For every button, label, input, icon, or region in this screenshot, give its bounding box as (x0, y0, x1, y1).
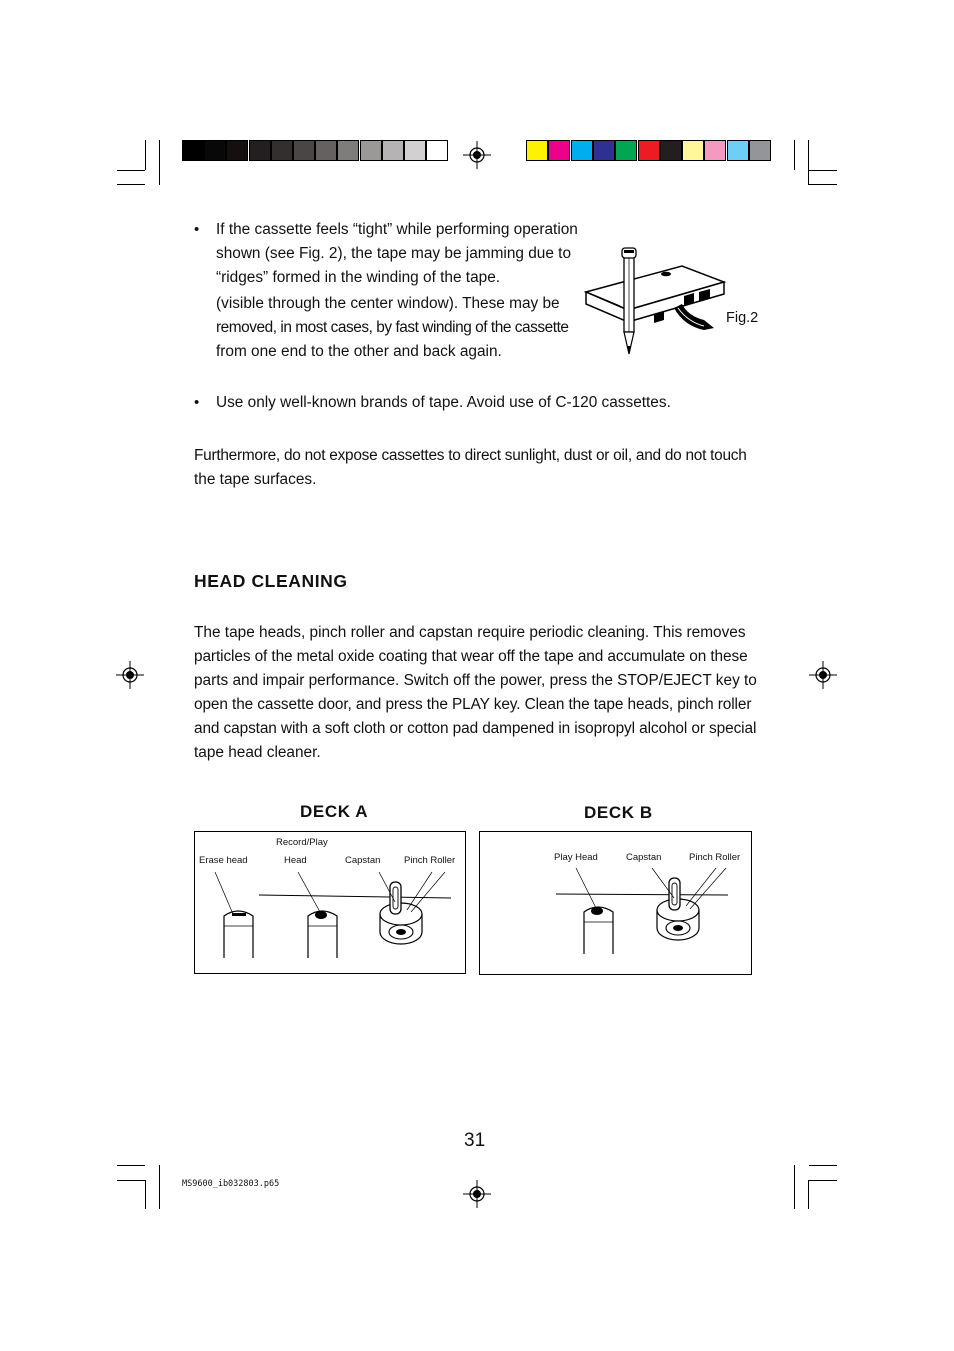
pinch-roller-label: Pinch Roller (404, 855, 456, 866)
figure-label: Fig.2 (726, 310, 759, 326)
color-swatch (749, 140, 771, 161)
text-line: particles of the metal oxide coating that wear off the tape and accumulate on these (194, 648, 748, 665)
color-swatch (593, 140, 615, 161)
color-swatch (249, 140, 271, 161)
text-line: from one end to the other and back again. (216, 343, 502, 360)
deck-a-title: DECK A (300, 802, 369, 821)
deck-a-mechanism-drawing (195, 832, 465, 973)
head-label: Head (284, 855, 307, 866)
color-swatch (337, 140, 359, 161)
file-name: MS9600_ib032803.p65 (182, 1179, 280, 1189)
bullet-icon: • (194, 221, 200, 238)
text-line: parts and impair performance. Switch off the power, press the STOP/EJECT key to (194, 672, 757, 689)
deck-b-mechanism-drawing (480, 832, 751, 974)
deck-b-diagram (479, 831, 752, 975)
color-swatch (526, 140, 548, 161)
registration-target-icon (809, 661, 837, 689)
text-line: Furthermore, do not expose cassettes to direct sunlight, dust or oil, and do not touch (194, 447, 747, 464)
bullet-tape-brands: Use only well-known brands of tape. Avoid use of C-120 cassettes. (216, 394, 671, 411)
color-swatch (204, 140, 226, 161)
registration-target-icon (463, 141, 491, 169)
text-line: and capstan with a soft cloth or cotton pad dampened in isopropyl alcohol or special (194, 720, 757, 737)
color-swatch (182, 140, 204, 161)
section-heading: HEAD CLEANING (194, 571, 348, 591)
deck-a-diagram (194, 831, 466, 974)
text-line: If the cassette feels “tight” while performing operation (216, 221, 578, 238)
color-swatch (548, 140, 570, 161)
color-swatch (727, 140, 749, 161)
color-swatch (638, 140, 660, 161)
erase-head-label: Erase head (199, 855, 248, 866)
text-line: “ridges” formed in the winding of the tape. (216, 269, 501, 286)
color-swatch (682, 140, 704, 161)
deck-b-title: DECK B (584, 803, 653, 822)
registration-target-icon (116, 661, 144, 689)
text-line: the tape surfaces. (194, 471, 317, 488)
color-swatch (226, 140, 248, 161)
text-line: open the cassette door, and press the PLAY key. Clean the tape heads, pinch roller (194, 696, 752, 713)
text-line: tape head cleaner. (194, 744, 321, 761)
text-line: shown (see Fig. 2), the tape may be jamming due to (216, 245, 572, 262)
registration-target-icon (463, 1180, 491, 1208)
bullet-icon: • (194, 394, 200, 411)
color-swatch (360, 140, 382, 161)
color-swatch (404, 140, 426, 161)
record-play-label: Record/Play (276, 837, 328, 848)
text-line: The tape heads, pinch roller and capstan require periodic cleaning. This removes (194, 624, 746, 641)
page-number: 31 (464, 1130, 486, 1151)
play-head-label: Play Head (554, 852, 598, 863)
text-line: removed, in most cases, by fast winding of the cassette (216, 319, 569, 336)
color-swatch (271, 140, 293, 161)
color-swatch (571, 140, 593, 161)
capstan-label: Capstan (626, 852, 662, 863)
pinch-roller-label: Pinch Roller (689, 852, 741, 863)
color-swatch (293, 140, 315, 161)
color-swatch (382, 140, 404, 161)
color-swatch (615, 140, 637, 161)
color-swatch (704, 140, 726, 161)
color-swatch (426, 140, 448, 161)
color-swatch (660, 140, 682, 161)
color-swatch (315, 140, 337, 161)
text-line: (visible through the center window). These may be (216, 295, 560, 312)
cassette-pencil-illustration (584, 244, 729, 359)
capstan-label: Capstan (345, 855, 381, 866)
